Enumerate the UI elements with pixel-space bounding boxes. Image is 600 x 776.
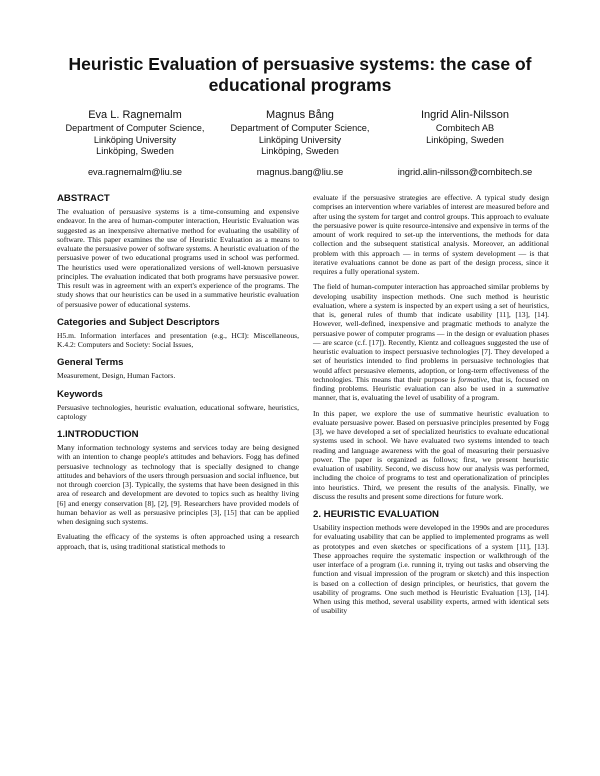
author-city: Linköping, Sweden	[261, 146, 339, 157]
author-email: magnus.bang@liu.se	[256, 166, 344, 177]
author-city: Linköping, Sweden	[96, 146, 174, 157]
author-2	[205, 108, 395, 178]
general-terms-text: Measurement, Design, Human Factors.	[57, 371, 176, 381]
emphasis: summative	[516, 384, 549, 393]
emphasis: formative	[458, 374, 488, 384]
author-name: Ingrid Alin-Nilsson	[420, 109, 510, 121]
author-dept: Department of Computer Science,	[65, 123, 205, 133]
abstract-text: The evaluation of persuasive systems is a time-consuming and expensive endeavor. In the area of human-computer interaction, Heuristic Evaluation was suggested as an inexpensive alternative method for evaluating the usability of software. This paper examines the use of Heuristic Evaluation as a means to evaluate the persuasive power of software systems. A heuristic evaluation of the persuasive power of two educational programs used in school was performed. The heuristics used were operationalized versions of well-known persuasive principles. The evaluation indicated that both programs have persuasive power. This result was in agreement with an expert's experience of the programs. The study shows that our heuristics can be used in a summative heuristic evaluation of persuasive power of educational systems.	[57, 207, 299, 309]
author-spacer	[370, 146, 560, 158]
categories-heading: Categories and Subject Descriptors	[57, 316, 220, 328]
author-name: Eva L. Ragnemalm	[88, 109, 182, 121]
introduction-paragraph: Evaluating the efficacy of the systems is often approached using a research approach, that is, using traditional statistical methods to	[57, 532, 299, 551]
author-dept: Combitech AB	[435, 123, 495, 133]
introduction-paragraph: Many information technology systems and services today are being designed with an intention to change people's attitudes and behaviors. Fogg has defined persuasive technology as technology that is specially designed to change attitudes and behaviors of the users through persuasion and social influence, but not through coercion [3]. Typically, the systems that have been designed in this area of research and development are devoted to topics such as healthy living [6] and energy conservation [8], [2], [9]. Researchers have provided models of human behavior as well as persuasive principles [3], [15] that can be applied when designing such systems.	[57, 443, 299, 526]
author-block	[40, 108, 560, 180]
categories-text: H5.m. Information interfaces and presentation (e.g., HCI): Miscellaneous, K.4.2: Computers and Society: Social Issues,	[57, 330, 299, 349]
text-span: manner, that is, evaluating the level of usability of a program.	[313, 393, 500, 403]
left-column	[57, 193, 299, 557]
keywords-text: Persuasive technologies, heuristic evaluation, educational software, heuristics, captology	[57, 402, 299, 421]
author-email: eva.ragnemalm@liu.se	[87, 166, 183, 177]
author-name: Magnus Bång	[266, 109, 334, 121]
section2-heading: 2. HEURISTIC EVALUATION	[313, 509, 439, 520]
paper-title: Heuristic Evaluation of persuasive systems: the case of educational programs	[68, 54, 532, 95]
author-org: Linköping University	[93, 134, 177, 145]
keywords-heading: Keywords	[57, 388, 103, 400]
author-org: Linköping University	[258, 134, 342, 145]
text-span: The field of human-computer interaction has approached similar problems by developing usability inspection methods. One such method is heuristic evaluation, where a system is inspected by an expert using a set of heuristics, that is, general rules of thumb that indicate usability [11], [13], [14]. However, well-defined, inexpensive and pragmatic methods to analyze the persuasive power of computer programs — in the design or evaluation phases — are scarce (c.f. [17]). Recently, Kientz and colleagues suggested the use of heuristic evaluation to inspect persuasive technologies [7]. They developed a set of heuristics intended to find problems in persuasive technologies that would affect persuasive elements, adoption, or long-term effectiveness of the technologies. This means that their purpose is	[313, 282, 549, 384]
body-paragraph: evaluate if the persuasive strategies are effective. A typical study design comprises an intervention where variables of interest are measured before and after using the system for target and control groups. This approach to evaluate the persuasive power is quite resource-intensive and expensive in terms of the amount of work required to set-up the interventions, the methods for data collection and the subsequent statistical analysis. Moreover, an additional problem with this approach — in terms of system development — is that iterative evaluations cannot be done as part of the design process, since it requires a fully operational system.	[313, 193, 549, 276]
author-org: Linköping, Sweden	[426, 134, 504, 145]
body-paragraph	[313, 282, 549, 402]
author-3	[370, 108, 560, 178]
author-1	[40, 108, 230, 178]
author-email: ingrid.alin-nilsson@combitech.se	[397, 166, 533, 177]
body-paragraph: In this paper, we explore the use of summative heuristic evaluation to evaluate persuasive power. Based on persuasive principles presented by Fogg [3], we have developed a set of specialized heuristics to evaluate educational systems used in school. We have evaluated two systems intended to teach reading and language awareness with the goal of measuring their persuasive power. The paper is organized as follows; first, we present heuristic evaluation of usability. Second, we discuss how our analysis was performed, including the choice of programs to test and operationalization of principles into heuristics. Third, we present the results of the analysis. Finally, we discuss the results and present some directions for future work.	[313, 408, 549, 501]
right-column	[313, 193, 549, 622]
author-dept: Department of Computer Science,	[230, 123, 370, 133]
text-span: , that is, focused on finding problems. Heuristic evaluation can also be used in a	[313, 374, 550, 393]
introduction-heading: 1.INTRODUCTION	[57, 429, 139, 440]
general-terms-heading: General Terms	[57, 357, 124, 369]
body-paragraph: Usability inspection methods were developed in the 1990s and are procedures for evaluating usability that can be applied to implemented programs as well as prototypes and even sketches or specifications of a system [11], [13]. These approaches require the systematic inspection or walkthrough of the user interface of a program (i.e. running it, trying out tasks and observing the function and visual impression of the program or sketch) and this inspection is based on a collection of design principles, or heuristics, that govern the usability of programs. One such method is Heuristic Evaluation [13], [14]. When using this method, several usability experts, armed with identical sets of usability	[313, 523, 549, 616]
abstract-heading: ABSTRACT	[57, 193, 110, 204]
